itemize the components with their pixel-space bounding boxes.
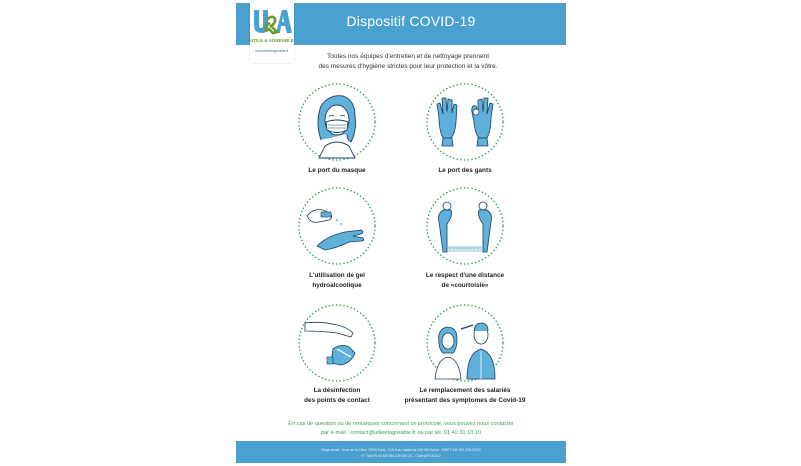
- replacement-staff-icon: [425, 303, 505, 383]
- page-title: Dispositif COVID-19: [346, 13, 476, 29]
- label-distance-line-1: Le respect d'une distance: [425, 272, 505, 279]
- label-gloves-line-1: Le port des gants: [438, 167, 492, 174]
- distance-icon: [425, 186, 505, 266]
- disinfection-icon: [297, 303, 377, 383]
- label-distance-line-2: de «courtoisie»: [441, 282, 489, 289]
- hand-gel-icon: [297, 186, 377, 266]
- label-disinfection-line-2: des points de contact: [304, 397, 370, 404]
- logo-website: www.utileetagreable.fr: [255, 49, 289, 53]
- contact-line-2: par e-mail : contact@utileetagreable.fr ou par tél. 01 40 31 10 10: [320, 429, 482, 436]
- logo-letters-icon: [252, 8, 292, 36]
- covid-poster: [236, 3, 566, 463]
- label-replacement: [390, 386, 540, 406]
- label-distance: [390, 271, 540, 291]
- footer-legal-line-1: Siège social : 9 rue de la Chine 75020 Paris - S.A.S au capital de 100 000 Euros - SIRET 540 052 226 00023: [321, 448, 481, 452]
- intro-line-1: Toutes nos équipes d'entretien et de nettoyage prennent: [326, 53, 490, 60]
- logo-name: UTILE & AGRÉABLE: [250, 38, 294, 43]
- label-replacement-line-2: présentant des symptomes de Covid-19: [404, 397, 526, 404]
- intro-line-2: des mesures d'hygiène strictes pour leur protection et la vôtre.: [318, 63, 498, 70]
- footer-legal-line-2: N° TVA FR 64 540 052 226 000 23 – Code APE 8121Z: [361, 454, 441, 458]
- footer-banner: [236, 441, 566, 463]
- contact-line-1: En cas de question ou de remarques concernant ce protocole, vous pouvez nous contacter: [288, 421, 514, 427]
- intro-text: [308, 52, 508, 72]
- label-mask-line-1: Le port du masque: [308, 167, 366, 174]
- contact-info: [256, 420, 546, 437]
- logo: [250, 3, 294, 63]
- gloves-icon: [425, 82, 505, 162]
- label-hand-gel-line-2: hydroalcoolique: [312, 282, 362, 289]
- label-gloves: [390, 166, 540, 176]
- mask-icon: [297, 82, 377, 162]
- label-replacement-line-1: Le remplacement des salariés: [419, 387, 511, 394]
- label-hand-gel-line-1: L'utilisation de gel: [309, 272, 365, 279]
- label-disinfection-line-1: La désinfection: [313, 387, 361, 394]
